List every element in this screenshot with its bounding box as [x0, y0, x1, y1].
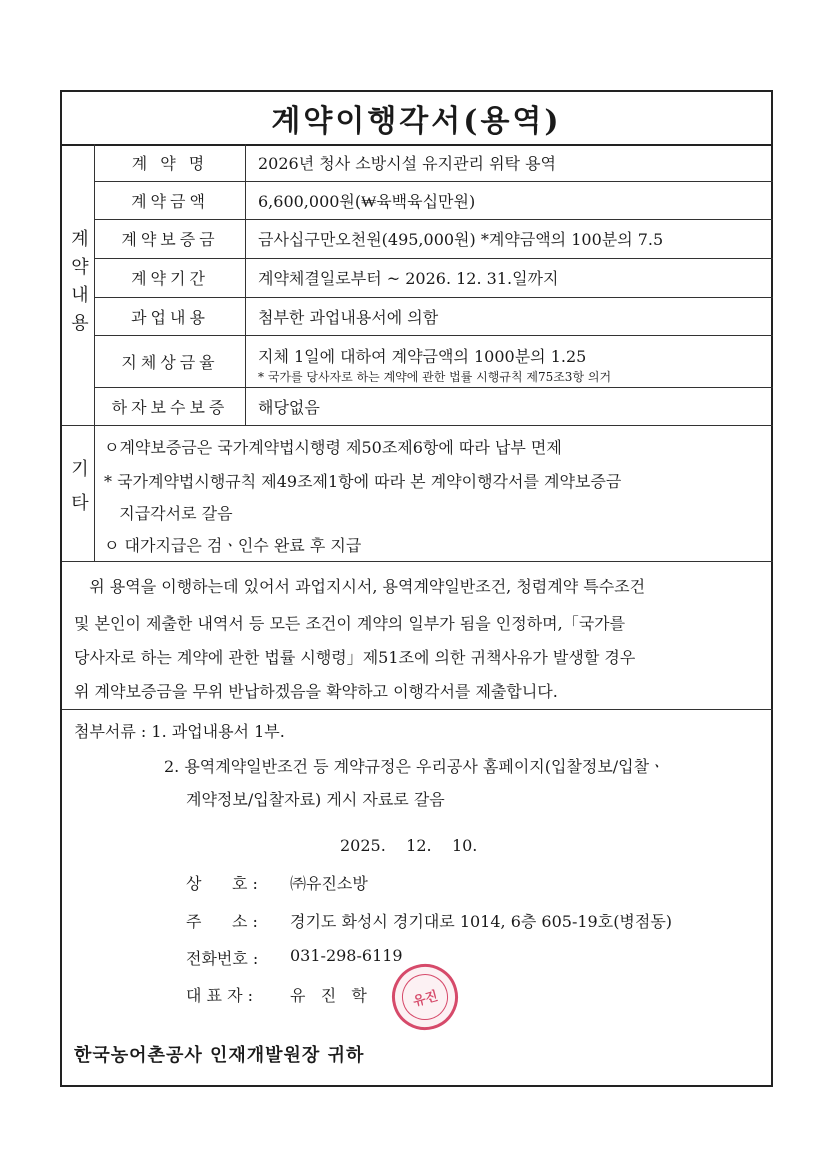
- company-address: 경기도 화성시 경기대로 1014, 6층 605-19호(병점동): [290, 912, 673, 931]
- section-label-text: 계약내용: [68, 228, 89, 341]
- document-title: 계약이행각서(용역): [62, 92, 771, 146]
- row-label: 하자보수보증: [111, 397, 229, 417]
- other-line: 지급각서로 갈음: [104, 504, 233, 523]
- recipient: 한국농어촌공사 인재개발원장 귀하: [74, 1045, 365, 1066]
- company-name: ㈜유진소방: [290, 874, 368, 893]
- section-label-other: [62, 425, 94, 561]
- row-note: * 국가를 당사자로 하는 계약에 관한 법률 시행규칙 제75조3항 의거: [258, 370, 612, 384]
- row-label: 계약금액: [131, 191, 209, 211]
- statement-line: 위 계약보증금을 무위 반납하겠음을 확약하고 이행각서를 제출합니다.: [74, 682, 558, 701]
- section-divider: [62, 709, 773, 710]
- row-label: 계 약 명: [131, 154, 209, 173]
- section-label-contract: [62, 144, 94, 425]
- statement-line: 및 본인이 제출한 내역서 등 모든 조건이 계약의 일부가 됨을 인정하며,「국가를: [74, 614, 626, 633]
- company-tel: 031-298-6119: [290, 946, 403, 965]
- representative-name: 유 진 학: [290, 986, 367, 1005]
- other-line: ㅇ계약보증금은 국가계약법시행령 제50조제6항에 따라 납부 면제: [104, 438, 562, 457]
- row-label: 계약기간: [131, 269, 209, 288]
- row-label: 지체상금율: [121, 352, 219, 372]
- column-divider: [245, 144, 246, 425]
- row-value: 6,600,000원(₩육백육십만원): [258, 191, 476, 211]
- row-value: 계약체결일로부터 ~ 2026. 12. 31.일까지: [258, 269, 559, 288]
- attachment-line: 2. 용역계약일반조건 등 계약규정은 우리공사 홈페이지(입찰정보/입찰ㆍ: [164, 757, 665, 776]
- company-tel-label: 전화번호 :: [186, 949, 259, 968]
- representative-label: 대 표 자 :: [186, 986, 254, 1005]
- row-value: 지체 1일에 대하여 계약금액의 1000분의 1.25: [258, 347, 587, 366]
- row-value: 첨부한 과업내용서에 의함: [258, 307, 439, 327]
- row-label: 과업내용: [131, 307, 209, 327]
- attachment-line: 계약정보/입찰자료) 게시 자료로 갈음: [186, 790, 445, 809]
- row-value: 2026년 청사 소방시설 유지관리 위탁 용역: [258, 154, 556, 173]
- document-date: 2025. 12. 10.: [340, 836, 478, 855]
- statement-line: 당사자로 하는 계약에 관한 법률 시행령」제51조에 의한 귀책사유가 발생할 경우: [74, 648, 636, 667]
- statement-line: 위 용역을 이행하는데 있어서 과업지시서, 용역계약일반조건, 청렴계약 특수조건: [74, 577, 646, 596]
- section-label-text: 기타: [68, 459, 89, 527]
- other-line: * 국가계약법시행규칙 제49조제1항에 따라 본 계약이행각서를 계약보증금: [104, 472, 622, 491]
- other-line: ㅇ 대가지급은 검ㆍ인수 완료 후 지급: [104, 536, 362, 555]
- row-value: 해당없음: [258, 397, 320, 417]
- company-name-label: 상 호 :: [186, 874, 258, 893]
- section-divider: [62, 425, 773, 426]
- row-value: 금사십구만오천원(495,000원) *계약금액의 100분의 7.5: [258, 230, 664, 249]
- section-divider: [62, 561, 773, 562]
- seal-inner: 유진: [397, 969, 453, 1025]
- row-label: 계약보증금: [121, 230, 219, 249]
- company-address-label: 주 소 :: [186, 912, 258, 931]
- attachment-line: 첨부서류 : 1. 과업내용서 1부.: [74, 722, 285, 741]
